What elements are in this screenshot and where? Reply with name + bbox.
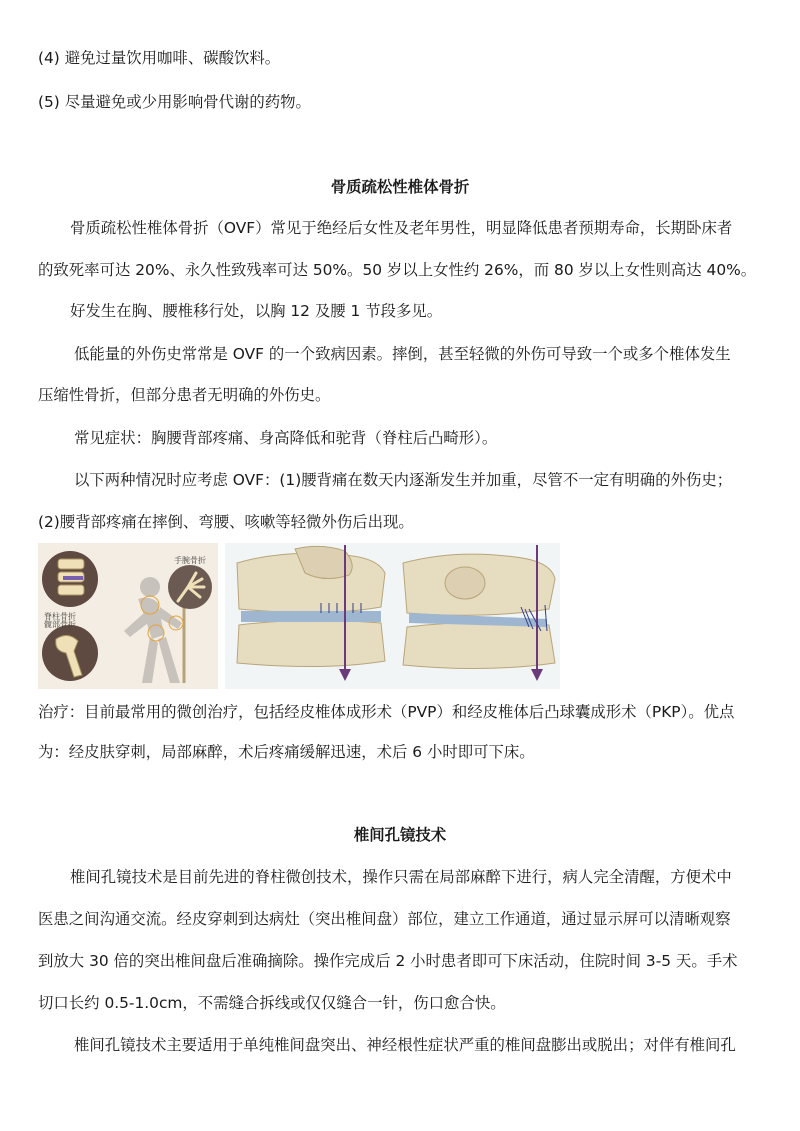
ovf-paragraph-line: 骨质疏松性椎体骨折（OVF）常见于绝经后女性及老年男性，明显降低患者预期寿命，长期卧床者 [70,219,733,237]
ovf-paragraph-line: 常见症状：胸腰背部疼痛、身高降低和驼背（脊柱后凸畸形）。 [74,429,498,447]
endo-paragraph-line: 到放大 30 倍的突出椎间盘后准确摘除。操作完成后 2 小时患者即可下床活动，住院时间 3-5 天。手术 [38,952,738,970]
ovf-paragraph-line: 的致死率可达 20%、永久性致残率可达 50%。50 岁以上女性约 26%，而 80 岁以上女性则高达 40%。 [38,261,757,279]
endo-paragraph-line: 椎间孔镜技术主要适用于单纯椎间盘突出、神经根性症状严重的椎间盘膨出或脱出；对伴有椎间孔 [74,1036,736,1054]
heading-endoscopy: 椎间孔镜技术 [353,826,447,844]
fracture-sites-illustration [38,543,218,689]
ovf-paragraph-line: 低能量的外伤史常常是 OVF 的一个致病因素。摔倒，甚至轻微的外伤可导致一个或多个椎体发生 [74,345,731,363]
ovf-paragraph-line: (2)腰背部疼痛在摔倒、弯腰、咳嗽等轻微外伤后出现。 [38,513,414,531]
label-spine-fracture: 脊柱骨折 [44,612,76,621]
treatment-line: 为：经皮肤穿刺，局部麻醉，术后疼痛缓解迅速，术后 6 小时即可下床。 [38,743,535,761]
vertebroplasty-illustration [225,543,560,689]
ovf-paragraph-line: 好发生在胸、腰椎移行处，以胸 12 及腰 1 节段多见。 [70,302,443,320]
endo-paragraph-line: 医患之间沟通交流。经皮穿刺到达病灶（突出椎间盘）部位，建立工作通道，通过显示屏可以清晰观察 [38,910,731,928]
heading-ovf: 骨质疏松性椎体骨折 [330,178,470,196]
ovf-paragraph-line: 以下两种情况时应考虑 OVF：(1)腰背痛在数天内逐渐发生并加重，尽管不一定有明确的外伤史； [74,471,733,489]
list-item-4: (4) 避免过量饮用咖啡、碳酸饮料。 [38,49,281,67]
ovf-paragraph-line: 压缩性骨折，但部分患者无明确的外伤史。 [38,386,331,404]
endo-paragraph-line: 椎间孔镜技术是目前先进的脊柱微创技术，操作只需在局部麻醉下进行，病人完全清醒，方便术中 [70,868,732,886]
ovf-figure [38,543,560,689]
endo-paragraph-line: 切口长约 0.5-1.0cm，不需缝合拆线或仅仅缝合一针，伤口愈合快。 [38,994,506,1012]
list-item-5: (5) 尽量避免或少用影响骨代谢的药物。 [38,93,311,111]
label-wrist-fracture: 手腕骨折 [174,556,206,565]
treatment-line: 治疗：目前最常用的微创治疗，包括经皮椎体成形术（PVP）和经皮椎体后凸球囊成形术（PKP）。优点 [38,703,735,721]
label-hip-fracture: 髋部骨折 [44,620,76,629]
vertebra-panel-pvp [237,545,385,681]
